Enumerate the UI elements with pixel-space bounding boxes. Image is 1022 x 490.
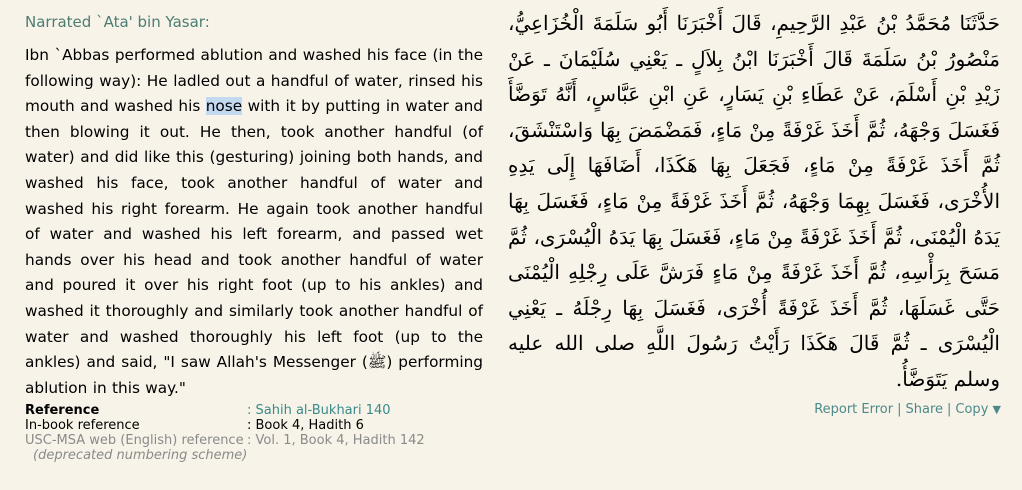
english-text-before: Ibn `Abbas performed ablution and washed his face (in the following way): He ladled out a handful of water, rinsed his mouth and washed his [25, 46, 483, 116]
deprecated-note: (deprecated numbering scheme) [33, 448, 248, 463]
action-separator: | [897, 402, 902, 417]
reference-table [25, 403, 425, 463]
usc-reference-value: : Vol. 1, Book 4, Hadith 142 [247, 433, 425, 448]
copy-link[interactable]: Copy [955, 402, 989, 417]
selected-text-highlight: nose [205, 97, 243, 116]
narrator-line: Narrated `Ata' bin Yasar: [25, 13, 210, 31]
reference-row [25, 403, 425, 418]
report-error-link[interactable]: Report Error [814, 402, 894, 417]
english-hadith-text [25, 43, 483, 401]
reference-label: Reference [25, 403, 100, 418]
english-text-after: with it by putting in water and then blowing it out. He then, took another handful (of water) and did like this (gesturing) joining both hands, and washed his face, took another handful of water and washed his right forearm. He again took another handful of water and washed his left forearm, and passed wet hands over his head and took another handful of water and poured it over his right foot (up to his ankles) and washed it thoroughly and similarly took another handful of water and washed thoroughly his left foot (up to the ankles) and said, "I saw Allah's Messenger (ﷺ) performing ablution in this way." [25, 97, 484, 397]
hadith-actions [814, 402, 1001, 417]
inbook-reference-label: In-book reference [25, 418, 140, 433]
usc-note-row [25, 448, 425, 463]
arabic-hadith-text: حَدَّثَنَا مُحَمَّدُ بْنُ عَبْدِ الرَّحِيمِ، قَالَ أَخْبَرَنَا أَبُو سَلَمَةَ الْخُزَاعِيُّ، مَنْصُورُ بْنُ سَلَمَةَ قَالَ أَخْبَرَنَا ابْنُ بِلاَلٍ ـ يَعْنِي سُلَيْمَانَ ـ عَنْ زَيْدِ بْنِ أَسْلَمَ، عَنْ عَطَاءِ بْنِ يَسَارٍ، عَنِ ابْنِ عَبَّاسٍ، أَنَّهُ تَوَضَّأَ فَغَسَلَ وَجْهَهُ، ثُمَّ أَخَذَ غَرْفَةً مِنْ مَاءٍ، فَمَضْمَضَ بِهَا وَاسْتَنْشَقَ، ثُمَّ أَخَذَ غَرْفَةً مِنْ مَاءٍ، فَجَعَلَ بِهَا هَكَذَا، أَضَافَهَا إِلَى يَدِهِ الأُخْرَى، فَغَسَلَ بِهِمَا وَجْهَهُ، ثُمَّ أَخَذَ غَرْفَةً مِنْ مَاءٍ، فَغَسَلَ بِهَا يَدَهُ الْيُمْنَى، ثُمَّ أَخَذَ غَرْفَةً مِنْ مَاءٍ، فَغَسَلَ بِهَا يَدَهُ الْيُسْرَى، ثُمَّ مَسَحَ بِرَأْسِهِ، ثُمَّ أَخَذَ غَرْفَةً مِنْ مَاءٍ فَرَشَّ عَلَى رِجْلِهِ الْيُمْنَى حَتَّى غَسَلَهَا، ثُمَّ أَخَذَ غَرْفَةً أُخْرَى، فَغَسَلَ بِهَا رِجْلَهُ ـ يَعْنِي الْيُسْرَى ـ ثُمَّ قَالَ هَكَذَا رَأَيْتُ رَسُولَ اللَّهِ صلى الله عليه وسلم يَتَوَضَّأُ‏.‏ [508, 11, 1001, 391]
inbook-reference-value: : Book 4, Hadith 6 [247, 418, 364, 433]
usc-reference-row [25, 433, 425, 448]
chevron-down-icon[interactable]: ▼ [992, 403, 1001, 416]
action-separator: | [947, 402, 952, 417]
inbook-reference-row [25, 418, 425, 433]
reference-link[interactable]: : Sahih al-Bukhari 140 [247, 403, 391, 418]
share-link[interactable]: Share [905, 402, 944, 417]
usc-reference-label: USC-MSA web (English) reference [25, 433, 244, 448]
